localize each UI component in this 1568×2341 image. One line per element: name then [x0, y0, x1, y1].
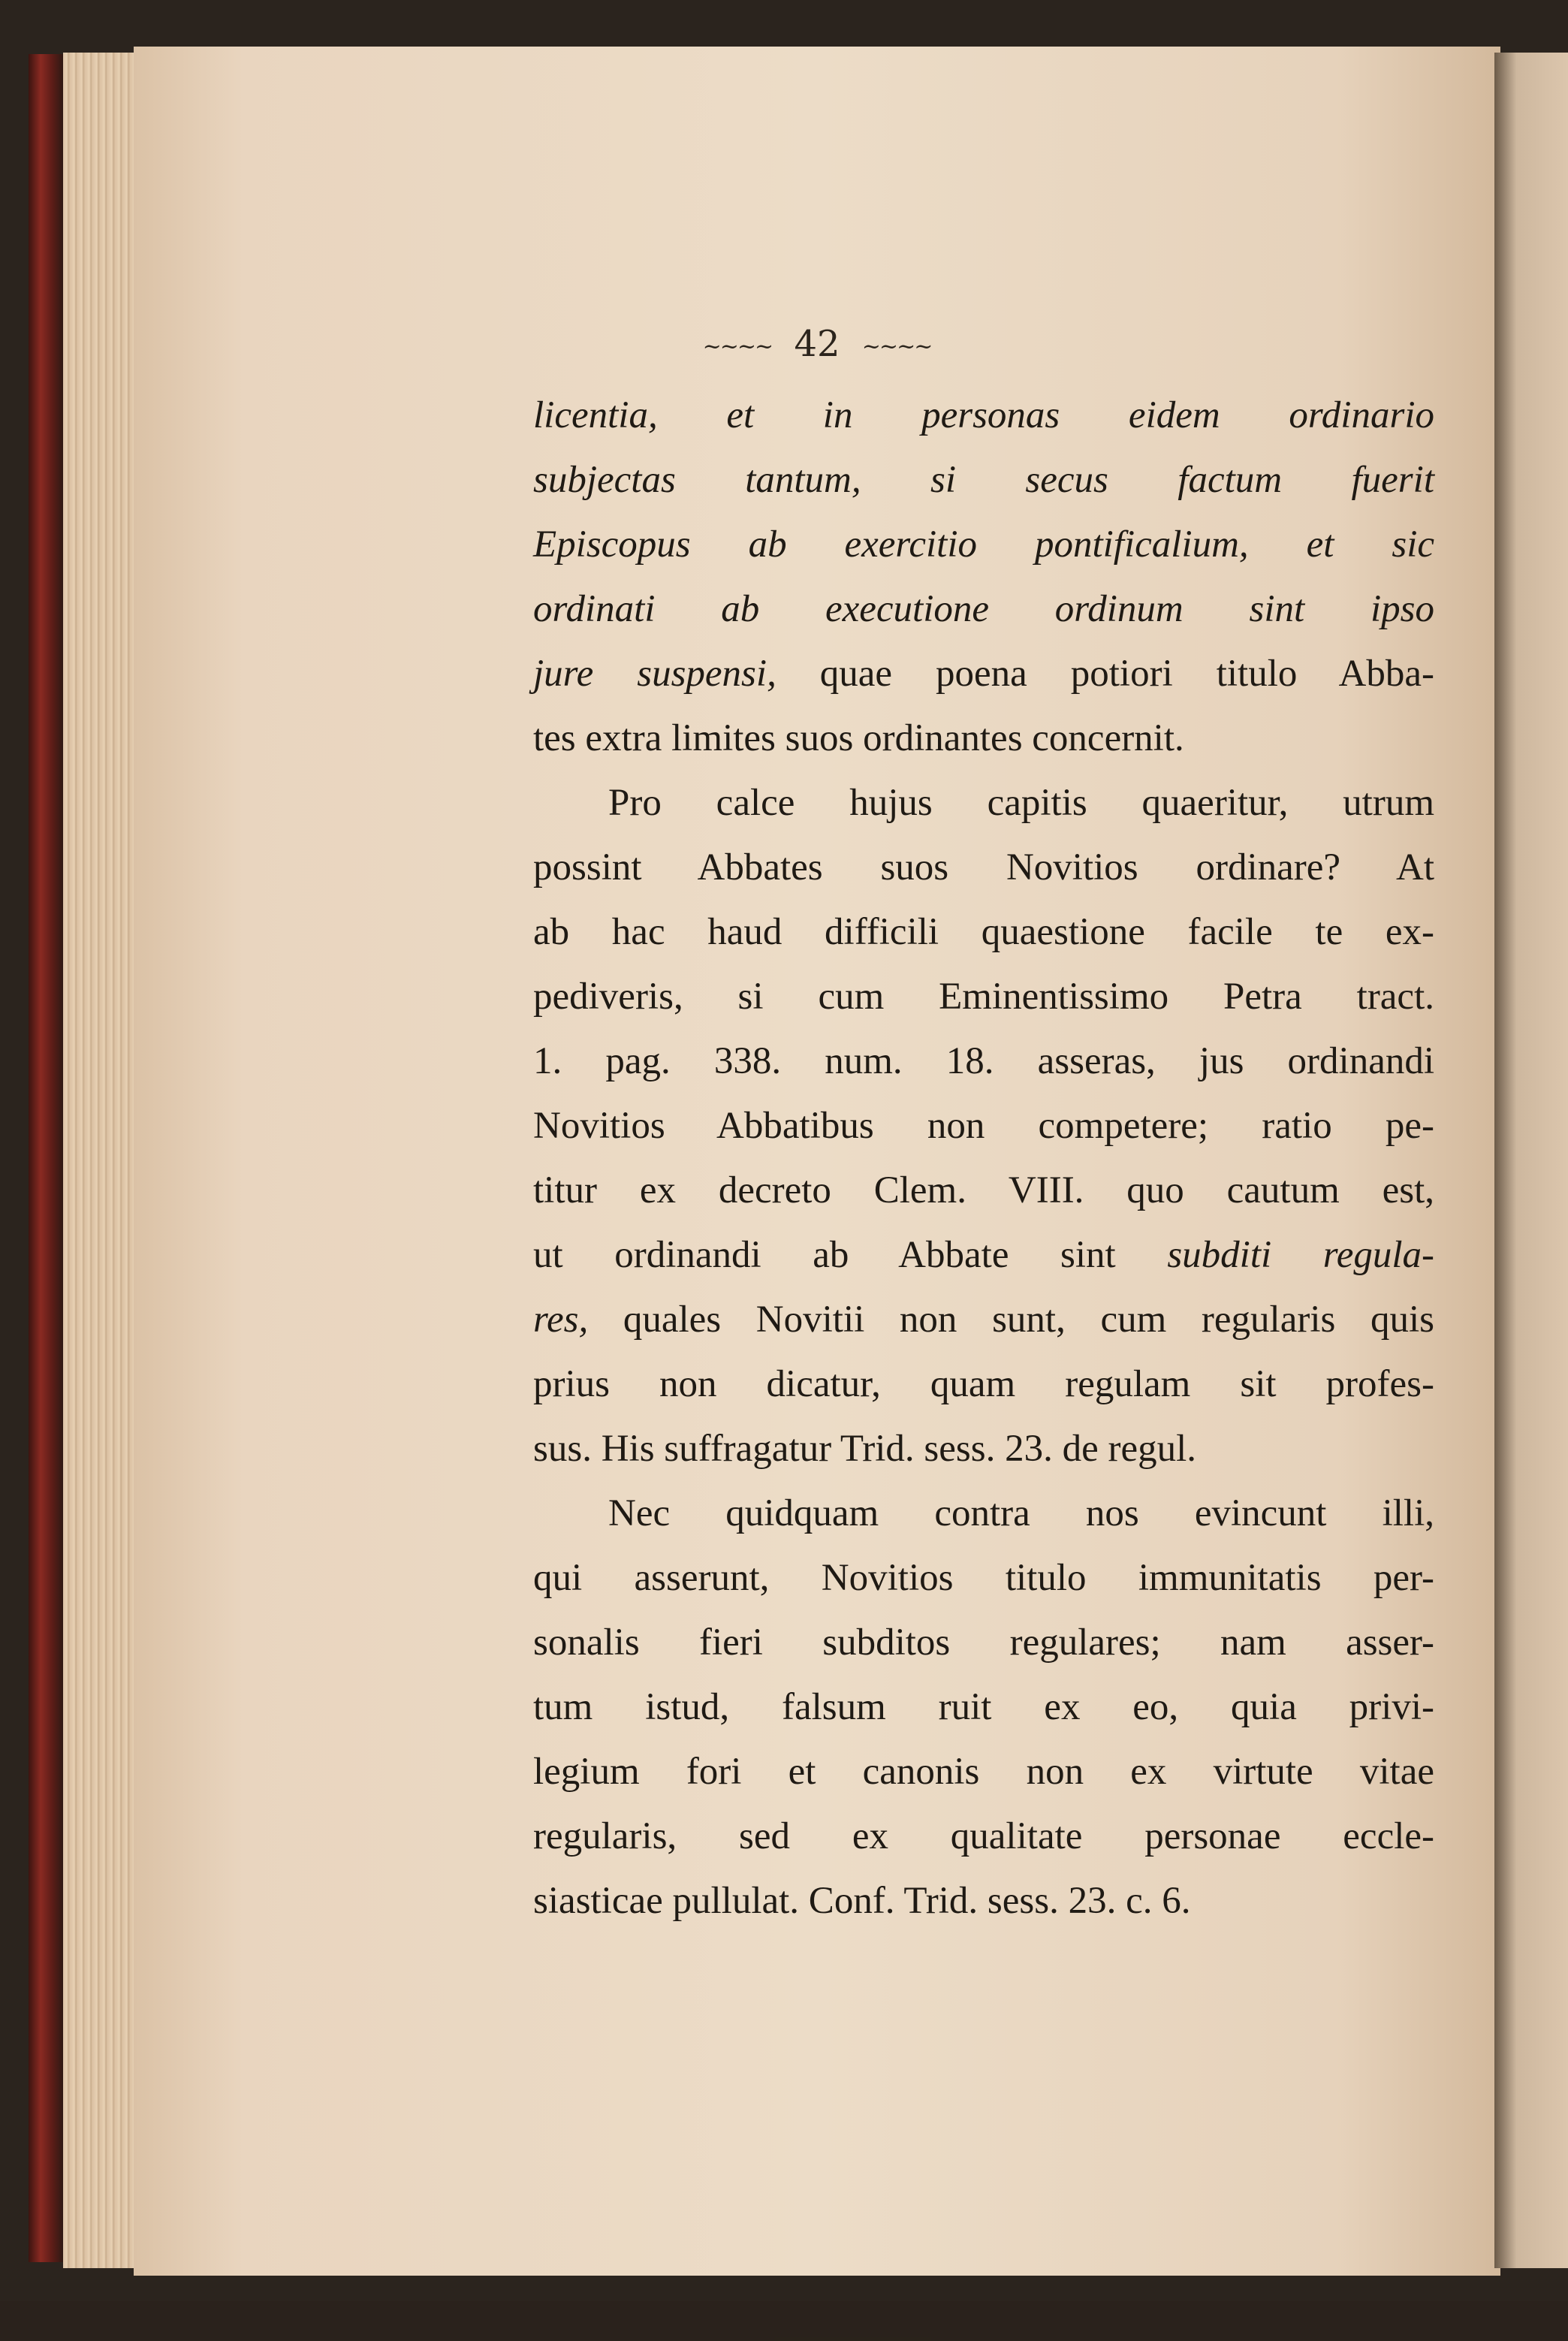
text-line: Novitios Abbatibus non competere; ratio pe- — [533, 1105, 1434, 1147]
text-line: possint Abbates suos Novitios ordinare? At — [533, 846, 1434, 888]
text-line — [533, 641, 1434, 706]
book-spine — [29, 54, 63, 2262]
text-line: tes extra limites suos ordinantes concernit. — [533, 717, 1184, 759]
roman-span: quae poena potiori titulo Abba- — [776, 653, 1434, 695]
text-line: subjectas tantum, si secus factum fuerit — [533, 459, 1434, 501]
text-line: ordinati ab executione ordinum sint ipso — [533, 588, 1434, 630]
text-line — [533, 1223, 1434, 1287]
italic-span: jure suspensi, — [533, 653, 776, 695]
roman-span: ut ordinandi ab Abbate sint — [533, 1234, 1168, 1276]
text-line: legium fori et canonis non ex virtute vitae — [533, 1751, 1434, 1793]
italic-span: res, — [533, 1299, 589, 1341]
header-ornament-right: ~~~~ — [861, 333, 932, 360]
text-line: sus. His suffragatur Trid. sess. 23. de regul. — [533, 1428, 1197, 1470]
header-ornament-left: ~~~~ — [702, 333, 773, 360]
text-line: 1. pag. 338. num. 18. asseras, jus ordinandi — [533, 1040, 1434, 1082]
body-text — [533, 383, 1434, 1933]
text-line — [533, 1287, 1434, 1352]
paragraph-start-line: Pro calce hujus capitis quaeritur, utrum — [608, 782, 1434, 824]
text-line: pediveris, si cum Eminentissimo Petra tract. — [533, 976, 1434, 1018]
book-page — [134, 47, 1500, 2276]
facing-page-edge — [1494, 53, 1568, 2268]
text-line: siasticae pullulat. Conf. Trid. sess. 23. c. 6. — [533, 1880, 1191, 1922]
roman-span: quales Novitii non sunt, cum regularis quis — [588, 1299, 1434, 1341]
text-line: Episcopus ab exercitio pontificalium, et sic — [533, 523, 1434, 566]
text-line: regularis, sed ex qualitate personae eccle- — [533, 1815, 1434, 1857]
text-line: licentia, et in personas eidem ordinario — [533, 394, 1434, 436]
page-header — [134, 323, 1500, 365]
text-line: prius non dicatur, quam regulam sit profes- — [533, 1363, 1434, 1405]
paragraph-start-line: Nec quidquam contra nos evincunt illi, — [608, 1492, 1434, 1534]
text-line: qui asserunt, Novitios titulo immunitatis per- — [533, 1557, 1434, 1599]
text-line: titur ex decreto Clem. VIII. quo cautum est, — [533, 1169, 1434, 1211]
closing-rule — [775, 2337, 931, 2341]
italic-span: subditi regula- — [1167, 1234, 1434, 1276]
text-line: sonalis fieri subditos regulares; nam asser- — [533, 1622, 1434, 1664]
text-line: ab hac haud difficili quaestione facile te ex- — [533, 911, 1434, 953]
text-line: tum istud, falsum ruit ex eo, quia privi- — [533, 1686, 1434, 1728]
page-number: 42 — [794, 323, 840, 365]
